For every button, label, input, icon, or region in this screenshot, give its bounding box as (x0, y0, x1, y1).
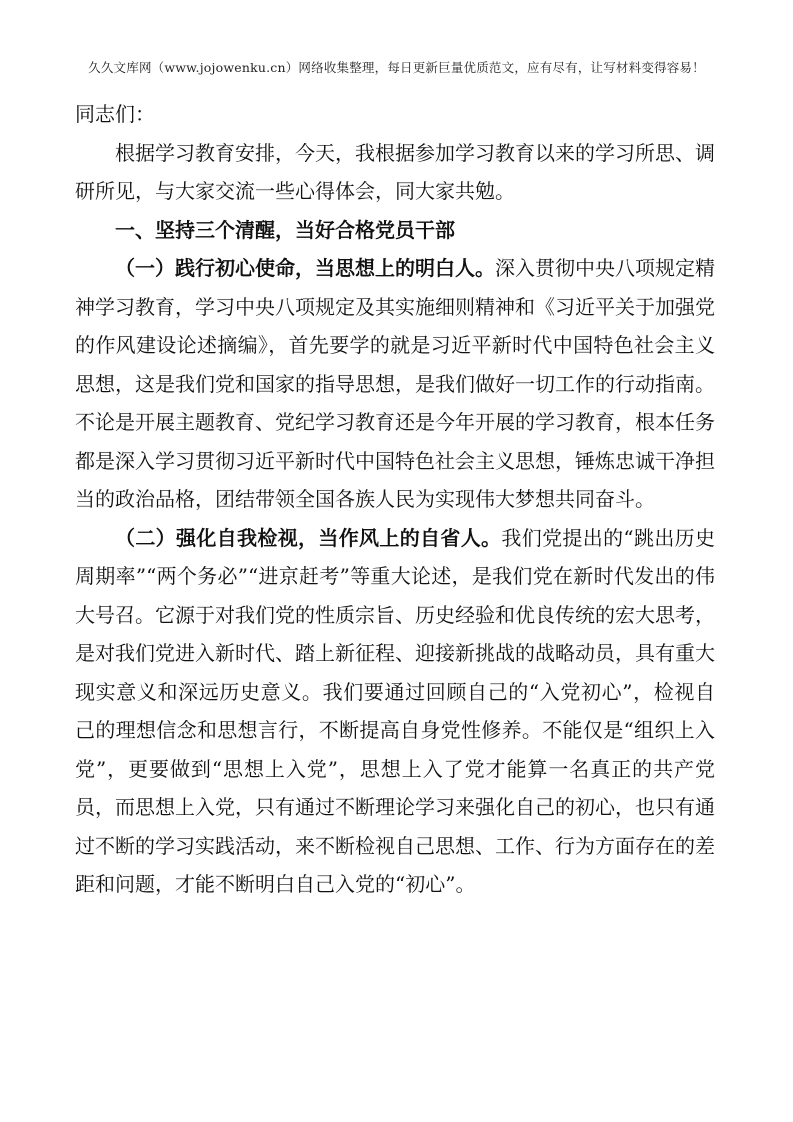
document-body (75, 95, 715, 904)
paragraph-1-lead: （一）践行初心使命，当思想上的明白人。 (115, 256, 495, 280)
intro-paragraph: 根据学习教育安排，今天，我根据参加学习教育以来的学习所思、调研所见，与大家交流一些心得体会，同大家共勉。 (75, 140, 715, 203)
paragraph-2-body: 我们党提出的“跳出历史周期率”“两个务必”“进京赶考”等重大论述，是我们党在新时代发出的伟大号召。它源于对我们党的性质宗旨、历史经验和优良传统的宏大思考，是对我们党进入新时代、踏上新征程、迎接新挑战的战略动员，具有重大现实意义和深远历史意义。我们要通过回顾自己的“入党初心”，检视自己的理想信念和思想言行，不断提高自身党性修养。不能仅是“组织上入党”，更要做到“思想上入党”，思想上入了党才能算一名真正的共产党员，而思想上入党，只有通过不断理论学习来强化自己的初心，也只有通过不断的学习实践活动，来不断检视自己思想、工作、行为方面存在的差距和问题，才能不断明白自己入党的“初心”。 (75, 525, 715, 896)
document-header: 久久文库网（www.jojowenku.cn）网络收集整理，每日更新巨量优质范文，应有尽有，让写材料变得容易！ (88, 60, 705, 75)
paragraph-1-body: 深入贯彻中央八项规定精神学习教育，学习中央八项规定及其实施细则精神和《习近平关于加强党的作风建设论述摘编》，首先要学的就是习近平新时代中国特色社会主义思想，这是我们党和国家的指导思想，是我们做好一切工作的行动指南。不论是开展主题教育、党纪学习教育还是今年开展的学习教育，根本任务都是深入学习贯彻习近平新时代中国特色社会主义思想，锤炼忠诚干净担当的政治品格，团结带领全国各族人民为实现伟大梦想共同奋斗。 (75, 256, 715, 511)
paragraph-2-lead: （二）强化自我检视，当作风上的自省人。 (115, 525, 502, 550)
section-heading: 一、坚持三个清醒，当好合格党员干部 (115, 217, 455, 242)
salutation: 同志们： (75, 102, 155, 126)
paragraph-1 (75, 249, 715, 519)
paragraph-2 (75, 519, 715, 904)
